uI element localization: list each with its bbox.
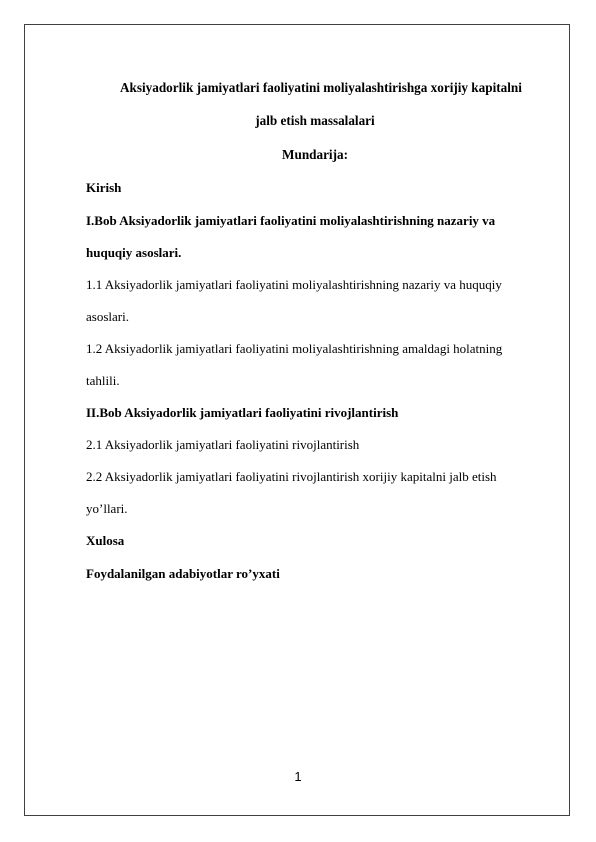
toc-entry-2-2: 2.2 Aksiyadorlik jamiyatlari faoliyatini rivojlantirish xorijiy kapitalni jalb etish [86,469,497,484]
toc-entry-1-2: 1.2 Aksiyadorlik jamiyatlari faoliyatini moliyalashtirishning amaldagi holatning [86,341,503,356]
document-title-line-2: jalb etish massalalari [255,113,375,128]
toc-entry-1-2-cont: tahlili. [86,373,120,388]
toc-entry-chapter-1-cont: huquqiy asoslari. [86,245,182,260]
contents-heading: Mundarija: [282,147,348,162]
toc-entry-chapter-1: I.Bob Aksiyadorlik jamiyatlari faoliyatini moliyalashtirishning nazariy va [86,213,496,228]
toc-entry-1-1-cont: asoslari. [86,309,129,324]
toc-entry-chapter-2: II.Bob Aksiyadorlik jamiyatlari faoliyatini rivojlantirish [86,405,399,420]
toc-entry-1-1: 1.1 Aksiyadorlik jamiyatlari faoliyatini moliyalashtirishning nazariy va huquqiy [86,277,502,292]
toc-entry-conclusion: Xulosa [86,533,125,548]
page-number: 1 [294,769,302,784]
toc-entry-introduction: Kirish [86,180,122,195]
toc-entry-references: Foydalanilgan adabiyotlar ro’yxati [86,566,280,581]
document-title-line-1: Aksiyadorlik jamiyatlari faoliyatini moliyalashtirishga xorijiy kapitalni [120,80,522,95]
toc-entry-2-1: 2.1 Aksiyadorlik jamiyatlari faoliyatini rivojlantirish [86,437,360,452]
toc-entry-2-2-cont: yo’llari. [86,501,128,516]
